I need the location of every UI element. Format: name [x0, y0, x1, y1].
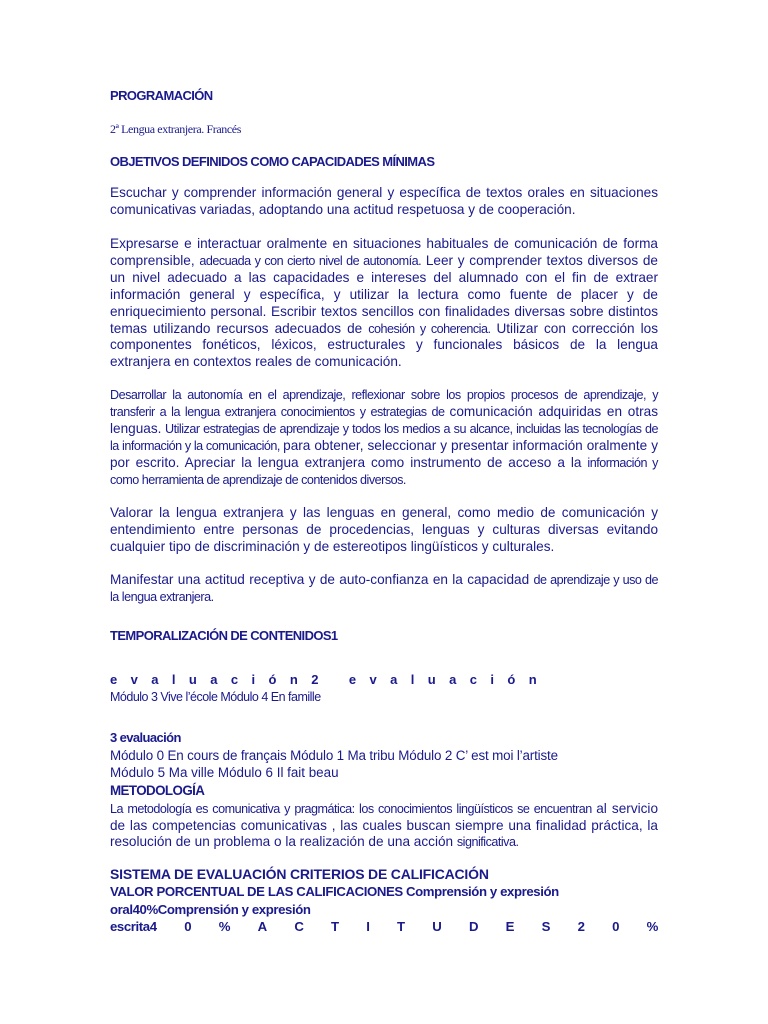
valor-char: 2 — [577, 919, 585, 934]
page-title: PROGRAMACIÓN — [110, 88, 213, 103]
valor-line-2: oral40%Comprensión y expresión — [110, 902, 311, 917]
metodologia-text-a: La metodología es comunicativa y pragmática: los conocimientos lingüísticos se encuentran — [110, 802, 597, 816]
temporalizacion-heading: TEMPORALIZACIÓN DE CONTENIDOS1 — [110, 628, 338, 643]
sistema-heading: SISTEMA DE EVALUACIÓN CRITERIOS DE CALIFICACIÓN — [110, 866, 489, 882]
valor-line-1: VALOR PORCENTUAL DE LAS CALIFICACIONES Comprensión y expresión — [110, 884, 559, 899]
objectives-p2-text-b: adecuada y con cierto nivel de autonomía. — [199, 253, 422, 268]
objectives-paragraph-4: Valorar la lengua extranjera y las lenguas en general, como medio de comunicación y entendimiento entre personas de procedencias, lenguas y culturas diversas evitando cualquier tipo de discriminación y de estereotipos lingüísticos y culturales. — [110, 505, 658, 554]
valor-char: T — [331, 919, 339, 934]
valor-char: A — [257, 919, 267, 934]
objectives-p2-text-d: cohesión y coherencia. — [368, 321, 491, 336]
valor-char: U — [432, 919, 442, 934]
objectives-p5-text-b: de aprendizaje y uso de la lengua extranjera. — [110, 573, 658, 604]
metodologia-text-c: significativa. — [456, 835, 519, 850]
evaluation-spaced-line: evaluación2 evaluación — [110, 672, 551, 687]
metodologia-heading: METODOLOGÍA — [110, 783, 205, 798]
objectives-p3-text-b: comunicación adquiridas en otras lenguas. — [110, 403, 659, 436]
metodologia-paragraph — [110, 801, 658, 851]
valor-char: I — [366, 919, 370, 934]
valor-char: D — [468, 919, 479, 934]
objectives-p5-text-a: Manifestar una actitud receptiva y de auto-confianza en la capacidad — [110, 572, 534, 587]
objectives-paragraph-5 — [110, 572, 658, 606]
valor-char: S — [541, 919, 551, 934]
evaluation-modules-line: Módulo 3 Vive l’école Módulo 4 En famille — [110, 690, 321, 704]
valor-char: 0 — [184, 919, 192, 934]
objectives-p3-text-d: para obtener, seleccionar y presentar información oralmente y por escrito. Apreciar la lengua extranjera como instrumento de acceso a la — [110, 437, 658, 470]
objectives-paragraph-1: Escuchar y comprender información general y específica de textos orales en situaciones comunicativas variadas, adoptando una actitud respetuosa y de cooperación. — [110, 185, 658, 217]
objectives-p3-text-a: Desarrollar la autonomía en el aprendizaje, reflexionar sobre los propios procesos de aprendizaje, y transferir a la lengua extranjera conocimientos y estrategias de — [110, 388, 658, 419]
objectives-paragraph-2 — [110, 236, 658, 371]
valor-char: T — [397, 919, 405, 934]
valor-char: C — [294, 919, 304, 934]
objectives-p2-text-c: Leer y comprender textos diversos de un nivel adecuado a las capacidades e intereses del alumnado con el fin de extraer información general y específica, y utilizar la lectura como fuente de placer y de enriquecimiento personal. Escribir textos sencillos con finalidades diversas sobre distintos temas utilizando recursos adecuados de — [110, 252, 658, 336]
valor-char: 0 — [612, 919, 620, 934]
objectives-p3-text-c: Utilizar estrategias de aprendizaje y todos los medios a su alcance, incluidas las tecnologías de la información y la comunicación, — [110, 421, 658, 453]
third-evaluation-heading: 3 evaluación — [110, 730, 181, 745]
objectives-heading: OBJETIVOS DEFINIDOS COMO CAPACIDADES MÍNIMAS — [110, 154, 435, 169]
page-subtitle: 2ª Lengua extranjera. Francés — [110, 122, 241, 136]
objectives-p2-text-a: Expresarse e interactuar oralmente en situaciones habituales de comunicación de forma comprensible, — [110, 236, 658, 268]
valor-line-3 — [110, 919, 658, 934]
valor-char: E — [505, 919, 515, 934]
metodologia-text-b: al servicio de las competencias comunicativas , las cuales buscan siempre una finalidad práctica, la resolución de un problema o la realización de una acción — [110, 801, 659, 850]
valor-char: % — [218, 919, 231, 934]
third-evaluation-line-2: Módulo 5 Ma ville Módulo 6 Il fait beau — [110, 765, 339, 780]
objectives-paragraph-3 — [110, 387, 658, 488]
valor-char: % — [646, 919, 658, 934]
third-evaluation-line-1: Módulo 0 En cours de français Módulo 1 Ma tribu Módulo 2 C’ est moi l’artiste — [110, 748, 558, 763]
objectives-p2-text-e: Utilizar con corrección los componentes fonéticos, léxicos, estructurales y funcionales básicos de la lengua extranjera en contextos reales de comunicación. — [110, 320, 658, 370]
valor-line-3-prefix: escrita4 — [110, 919, 157, 934]
objectives-p3-text-e: información y como herramienta de aprendizaje de contenidos diversos. — [110, 455, 658, 487]
